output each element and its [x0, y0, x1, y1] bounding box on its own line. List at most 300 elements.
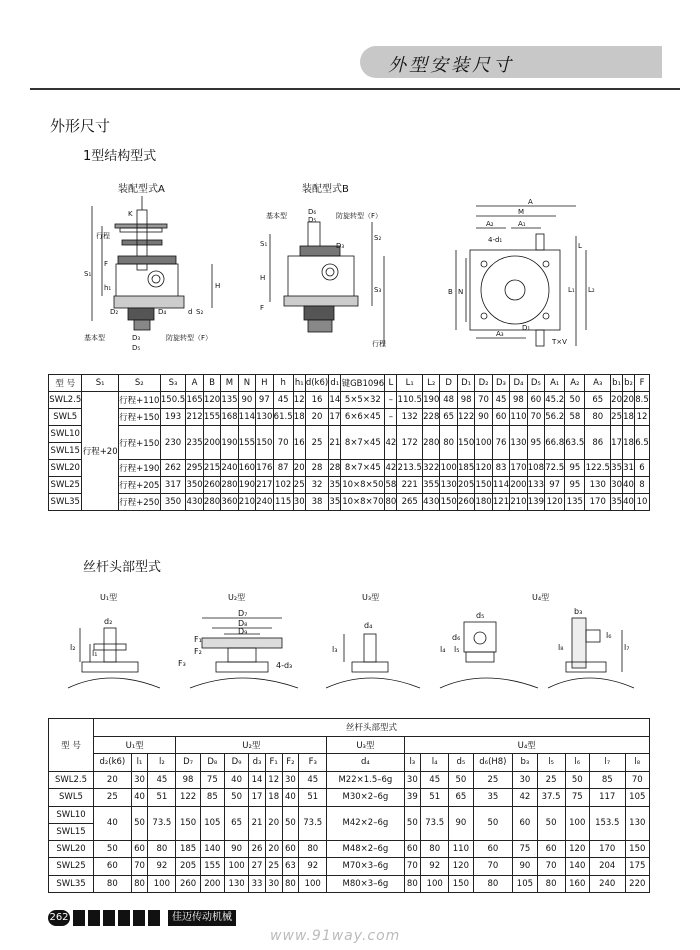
label-d5: D₅ [132, 344, 141, 352]
table-cell: – [385, 392, 397, 409]
table2-cell: 51 [299, 789, 327, 807]
table2-col-header: d₆(H8) [473, 754, 513, 772]
table2-cell: 80 [94, 875, 132, 893]
u2-f3: F₃ [178, 659, 186, 668]
table2-cell: 140 [565, 858, 589, 876]
table2-cell: 30 [282, 771, 299, 789]
table-cell: 45 [492, 392, 509, 409]
table-cell: 76 [492, 426, 509, 460]
table-row [49, 409, 650, 426]
table-cell: 12 [635, 409, 650, 426]
table2-row [49, 875, 650, 893]
table2-cell: 50 [404, 806, 421, 840]
table2-cell: 80 [421, 840, 449, 858]
row-model: SWL25 [49, 477, 82, 494]
table2-cell: 80 [537, 875, 565, 893]
table-cell: 72.5 [545, 460, 565, 477]
table-cell: 215 [203, 460, 220, 477]
table-cell: 56.2 [545, 409, 565, 426]
col-l: L [385, 375, 397, 392]
screw-head-table [48, 718, 650, 893]
table2-col-header: D₉ [224, 754, 248, 772]
table2-cell: 27 [249, 858, 266, 876]
table-cell: 430 [423, 494, 440, 511]
table-cell: 130 [510, 426, 527, 460]
table-cell: 150 [475, 477, 492, 494]
col-d: d(k6) [305, 375, 329, 392]
table2-cell: 12 [265, 771, 282, 789]
table-cell: 221 [397, 477, 423, 494]
table-cell: 35 [329, 477, 341, 494]
table-cell: 150 [256, 426, 273, 460]
table2-cell: 110 [449, 840, 473, 858]
table2-cell: 26 [249, 840, 266, 858]
header-rule [30, 88, 680, 90]
diagram-u2 [172, 588, 312, 698]
label-h1: h₁ [104, 284, 112, 292]
u3-l3: l₃ [332, 645, 338, 654]
table2-cell: 25 [537, 771, 565, 789]
table2-cell: 42 [513, 789, 537, 807]
table-cell: 322 [423, 460, 440, 477]
table2-cell: 80 [131, 875, 148, 893]
table-cell: 180 [475, 494, 492, 511]
table-cell: 20 [305, 409, 329, 426]
cell-s2: 行程+205 [118, 477, 160, 494]
table2-cell: 92 [299, 858, 327, 876]
col2-model: 型 号 [49, 719, 94, 772]
label-anti: 防旋转型（F） [166, 334, 213, 342]
table2-col-header: l₃ [404, 754, 421, 772]
u4-b3: b₃ [574, 607, 583, 616]
cell-s1-shared: 行程+20 [82, 392, 118, 511]
table-cell: 95 [565, 460, 585, 477]
row2-model-b: SWL15 [49, 823, 93, 840]
table-cell: 430 [186, 494, 203, 511]
table2-cell: 60 [94, 858, 132, 876]
table-cell: 235 [186, 426, 203, 460]
table2-cell: 140 [200, 840, 224, 858]
table-cell: 355 [423, 477, 440, 494]
table-cell: 120 [545, 494, 565, 511]
table2-cell: 63 [282, 858, 299, 876]
cell-s2: 行程+250 [118, 494, 160, 511]
table2-cell: 40 [282, 789, 299, 807]
table-cell: 190 [221, 426, 238, 460]
table-cell: 210 [238, 494, 255, 511]
u1-title: U₁型 [100, 593, 118, 602]
col-f: F [635, 375, 650, 392]
table-cell: 25 [305, 426, 329, 460]
table-cell: 16 [293, 426, 305, 460]
table2-cell: 30 [513, 771, 537, 789]
table-cell: 193 [160, 409, 186, 426]
row2-model: SWL2.5 [49, 771, 94, 789]
table-cell: 90 [238, 392, 255, 409]
col-l1: L₁ [397, 375, 423, 392]
label-b-h: H [260, 274, 266, 282]
table-cell: 30 [293, 494, 305, 511]
table-cell: 280 [203, 494, 220, 511]
table-cell: 265 [397, 494, 423, 511]
table2-cell: 75 [513, 840, 537, 858]
table2-col-header: d₃ [249, 754, 266, 772]
label-c-a1: A₁ [518, 220, 526, 228]
table2-cell: M22×1.5–6g [327, 771, 404, 789]
table2-cell: 40 [131, 789, 148, 807]
table2-cell: 80 [148, 840, 176, 858]
table2-cell: 80 [299, 840, 327, 858]
caption-assembly-b: 装配型式B [302, 184, 349, 195]
row2-model: SWL25 [49, 858, 94, 876]
label-c-a: A [528, 198, 533, 206]
col-h: h [273, 375, 293, 392]
table2-cell: 92 [148, 858, 176, 876]
table2-cell: 122 [176, 789, 200, 807]
footer-brand: 佳迈传动机械 [168, 910, 236, 926]
row-model-b: SWL15 [49, 442, 81, 459]
table-cell: 58 [385, 477, 397, 494]
u1-l1: l₁ [92, 649, 98, 658]
table2-cell: 50 [473, 806, 513, 840]
table2-cell: 170 [589, 840, 625, 858]
table-cell: 260 [457, 494, 474, 511]
label-d4: D₄ [158, 308, 167, 316]
label-b-f: F [260, 304, 265, 312]
table2-col-header: d₅ [449, 754, 473, 772]
table-cell: 165 [186, 392, 203, 409]
table-cell: 176 [256, 460, 273, 477]
table2-cell: 30 [404, 771, 421, 789]
table2-cell: 155 [200, 858, 224, 876]
table-cell: 262 [160, 460, 186, 477]
table-cell: 115 [273, 494, 293, 511]
label-b-s3: S₃ [374, 286, 382, 294]
row-model: SWL35 [49, 494, 82, 511]
table-cell: 280 [423, 426, 440, 460]
row2-model: SWL20 [49, 840, 94, 858]
diagram-u1 [60, 588, 170, 698]
u4-d6: d₆ [452, 633, 461, 642]
table2-cell: 60 [513, 806, 537, 840]
table2-cell: 150 [625, 840, 649, 858]
table2-caption: 丝杆头部型式 [94, 719, 650, 737]
col-a2: A₂ [565, 375, 585, 392]
col-b: B [203, 375, 220, 392]
label-c-l1: L₁ [568, 286, 575, 294]
label-c-a3: A₃ [496, 330, 504, 338]
table2-cell: 40 [94, 806, 132, 840]
table2-cell: 20 [265, 806, 282, 840]
cell-s2: 行程+150 [118, 426, 160, 460]
table-cell: 40 [623, 477, 635, 494]
table2-row [49, 789, 650, 807]
table-cell: 260 [203, 477, 220, 494]
table-cell: 86 [585, 426, 611, 460]
table-cell: 110.5 [397, 392, 423, 409]
table2-cell: 17 [249, 789, 266, 807]
col-m: M [221, 375, 238, 392]
label-b-anti: 防旋转型（F） [336, 212, 383, 220]
u4-title: U₄型 [532, 593, 550, 602]
label-c-b: B [448, 288, 453, 296]
table-cell: 35 [611, 494, 623, 511]
table2-row [49, 806, 650, 840]
table2-cell: 25 [473, 771, 513, 789]
table-cell: 25 [293, 477, 305, 494]
col-model: 型 号 [49, 375, 82, 392]
table-cell: 160 [238, 460, 255, 477]
table2-cell: 160 [565, 875, 589, 893]
col-s2: S₂ [118, 375, 160, 392]
table-cell: 17 [611, 426, 623, 460]
table-cell: – [385, 409, 397, 426]
table-cell: 139 [527, 494, 544, 511]
table2-col-header: l₆ [565, 754, 589, 772]
dimension-table [48, 374, 650, 511]
table-cell: 95 [527, 426, 544, 460]
table-cell: 114 [238, 409, 255, 426]
table2-cell: 50 [449, 771, 473, 789]
table-cell: 48 [440, 392, 457, 409]
table-cell: 35 [329, 494, 341, 511]
table-cell: 170 [510, 460, 527, 477]
table2-cell: 80 [282, 875, 299, 893]
u3-title: U₃型 [362, 593, 380, 602]
table2-cell: 20 [265, 840, 282, 858]
table-cell: 70 [273, 426, 293, 460]
cell-s2: 行程+190 [118, 460, 160, 477]
table-cell: 240 [256, 494, 273, 511]
table2-cell: 30 [131, 771, 148, 789]
table-cell: 213.5 [397, 460, 423, 477]
table-cell: 172 [397, 426, 423, 460]
table2-cell: 45 [421, 771, 449, 789]
footer-blocks [73, 910, 163, 930]
label-d2: D₂ [110, 308, 119, 316]
col-dd4: D₄ [510, 375, 527, 392]
u2-d8: D₈ [238, 619, 248, 628]
table2-cell: 50 [565, 771, 589, 789]
table2-cell: M30×2–6g [327, 789, 404, 807]
table2-cell: 175 [625, 858, 649, 876]
table2-col-header: F₃ [299, 754, 327, 772]
table-cell: 38 [305, 494, 329, 511]
col-dd1: D₁ [457, 375, 474, 392]
table-cell: 28 [329, 460, 341, 477]
table2-cell: 65 [224, 806, 248, 840]
table2-cell: 70 [404, 858, 421, 876]
row2-model: SWL35 [49, 875, 94, 893]
table2-cell: 240 [589, 875, 625, 893]
table-cell: 8 [635, 477, 650, 494]
table-cell: 8×7×45 [341, 460, 385, 477]
table-cell: 121 [492, 494, 509, 511]
table-cell: 80 [385, 494, 397, 511]
table2-cell: 50 [94, 840, 132, 858]
label-d3: D₃ [132, 334, 141, 342]
table-cell: 45 [273, 392, 293, 409]
table-cell: 110 [510, 409, 527, 426]
table-cell: 135 [565, 494, 585, 511]
table2-cell: 50 [282, 806, 299, 840]
table-cell: 14 [329, 392, 341, 409]
table-cell: 20 [293, 460, 305, 477]
table2-cell: 51 [148, 789, 176, 807]
table-cell: 97 [545, 477, 565, 494]
label-c-txv: T×V [552, 338, 567, 346]
table-cell: 90 [475, 409, 492, 426]
label-c-d1: D₁ [522, 324, 531, 332]
table2-row [49, 840, 650, 858]
table-cell: 205 [457, 477, 474, 494]
table2-cell: 39 [404, 789, 421, 807]
table-cell: 102 [273, 477, 293, 494]
table2-header-row [49, 754, 650, 772]
table-cell: 6 [635, 460, 650, 477]
table2-cell: 18 [265, 789, 282, 807]
table2-cell: 85 [200, 789, 224, 807]
col-dd: D [440, 375, 457, 392]
row-model [49, 426, 82, 460]
diagram-u4 [428, 588, 638, 698]
label-s1: S₁ [84, 270, 92, 278]
table2-cell: 37.5 [537, 789, 565, 807]
table-cell: 66.8 [545, 426, 565, 460]
table2-cell: 90 [224, 840, 248, 858]
table-cell: 280 [221, 477, 238, 494]
label-b-stroke: 行程 [372, 340, 386, 348]
col-a1: A₁ [545, 375, 565, 392]
table-cell: 295 [186, 460, 203, 477]
table-cell: 114 [492, 477, 509, 494]
table-cell: 95 [565, 477, 585, 494]
table2-cell: 100 [148, 875, 176, 893]
table2-cell: 100 [299, 875, 327, 893]
table-cell: 65 [440, 409, 457, 426]
table2-cell: 120 [565, 840, 589, 858]
row2-model: SWL5 [49, 789, 94, 807]
table-cell: 70 [527, 409, 544, 426]
table-cell: 190 [238, 477, 255, 494]
table2-col-header: l₁ [131, 754, 148, 772]
label-b-base: 基本型 [266, 212, 287, 220]
table-cell: 132 [397, 409, 423, 426]
caption-assembly-a: 装配型式A [118, 184, 165, 195]
col-b2: b₂ [623, 375, 635, 392]
diagram-top-view [436, 196, 606, 356]
table-row [49, 460, 650, 477]
table-cell: 150 [440, 494, 457, 511]
table-cell: 6.5 [635, 426, 650, 460]
table2-cell: 60 [282, 840, 299, 858]
table-cell: 10 [635, 494, 650, 511]
table2-cell: 80 [473, 875, 513, 893]
table2-cell: 60 [404, 840, 421, 858]
table2-col-header: l₈ [625, 754, 649, 772]
table2-cell: 70 [625, 771, 649, 789]
table-cell: 212 [186, 409, 203, 426]
table-cell: 50 [565, 392, 585, 409]
group-u1: U₁型 [94, 736, 176, 754]
table2-cell: 33 [249, 875, 266, 893]
table-cell: 25 [611, 409, 623, 426]
label-stroke: 行程 [96, 232, 110, 240]
table2-cell: 90 [513, 858, 537, 876]
col-d1: d₁ [329, 375, 341, 392]
table2-cell: 98 [176, 771, 200, 789]
watermark: www.91way.com [270, 928, 401, 944]
col-s1: S₁ [82, 375, 118, 392]
table-cell: 150 [457, 426, 474, 460]
u2-d9: D₉ [238, 627, 248, 636]
table-cell: 30 [611, 477, 623, 494]
table2-col-header: l₅ [537, 754, 565, 772]
label-b-d6: D₆ [308, 208, 317, 216]
row-model: SWL5 [49, 409, 82, 426]
table2-cell: 205 [176, 858, 200, 876]
table2-cell: 130 [625, 806, 649, 840]
table-cell: 21 [329, 426, 341, 460]
table2-cell: 90 [449, 806, 473, 840]
table2-cell: 117 [589, 789, 625, 807]
cell-s2: 行程+150 [118, 409, 160, 426]
group-u2: U₂型 [176, 736, 327, 754]
table2-cell: 200 [200, 875, 224, 893]
table2-cell: 150 [449, 875, 473, 893]
table-cell: 60 [492, 409, 509, 426]
table-cell: 200 [510, 477, 527, 494]
label-base: 基本型 [84, 334, 105, 342]
subsection-structure: 1型结构型式 [83, 149, 157, 164]
col-l2: L₂ [423, 375, 440, 392]
label-h: H [215, 282, 221, 290]
table-cell: 155 [203, 409, 220, 426]
row2-model [49, 806, 94, 840]
table2-cell: 105 [625, 789, 649, 807]
table-cell: 350 [160, 494, 186, 511]
u2-d7: D₇ [238, 609, 248, 618]
diagram-u3 [318, 588, 428, 698]
table-cell: 32 [305, 477, 329, 494]
table-cell: 130 [440, 477, 457, 494]
table-cell: 18 [623, 426, 635, 460]
table2-cell: 204 [589, 858, 625, 876]
table-row [49, 426, 650, 460]
label-b-d5: D₅ [308, 216, 317, 224]
table2-cell: 75 [565, 789, 589, 807]
label-c-hole: 4-d₁ [488, 236, 503, 244]
table2-cell: 35 [473, 789, 513, 807]
table-cell: 8.5 [635, 392, 650, 409]
table2-cell: 20 [94, 771, 132, 789]
table-cell: 35 [611, 460, 623, 477]
table2-cell: 260 [176, 875, 200, 893]
table2-caption-row [49, 719, 650, 737]
table2-cell: 60 [473, 840, 513, 858]
table-cell: 122 [457, 409, 474, 426]
u4-l5: l₅ [454, 645, 460, 654]
table-cell: 150.5 [160, 392, 186, 409]
u2-f2: F₂ [194, 647, 202, 656]
table-cell: 18 [623, 409, 635, 426]
table-cell: 58 [565, 409, 585, 426]
table2-cell: 50 [224, 789, 248, 807]
table-cell: 228 [423, 409, 440, 426]
table-cell: 70 [475, 392, 492, 409]
table-cell: 155 [238, 426, 255, 460]
table2-col-header: F₁ [265, 754, 282, 772]
